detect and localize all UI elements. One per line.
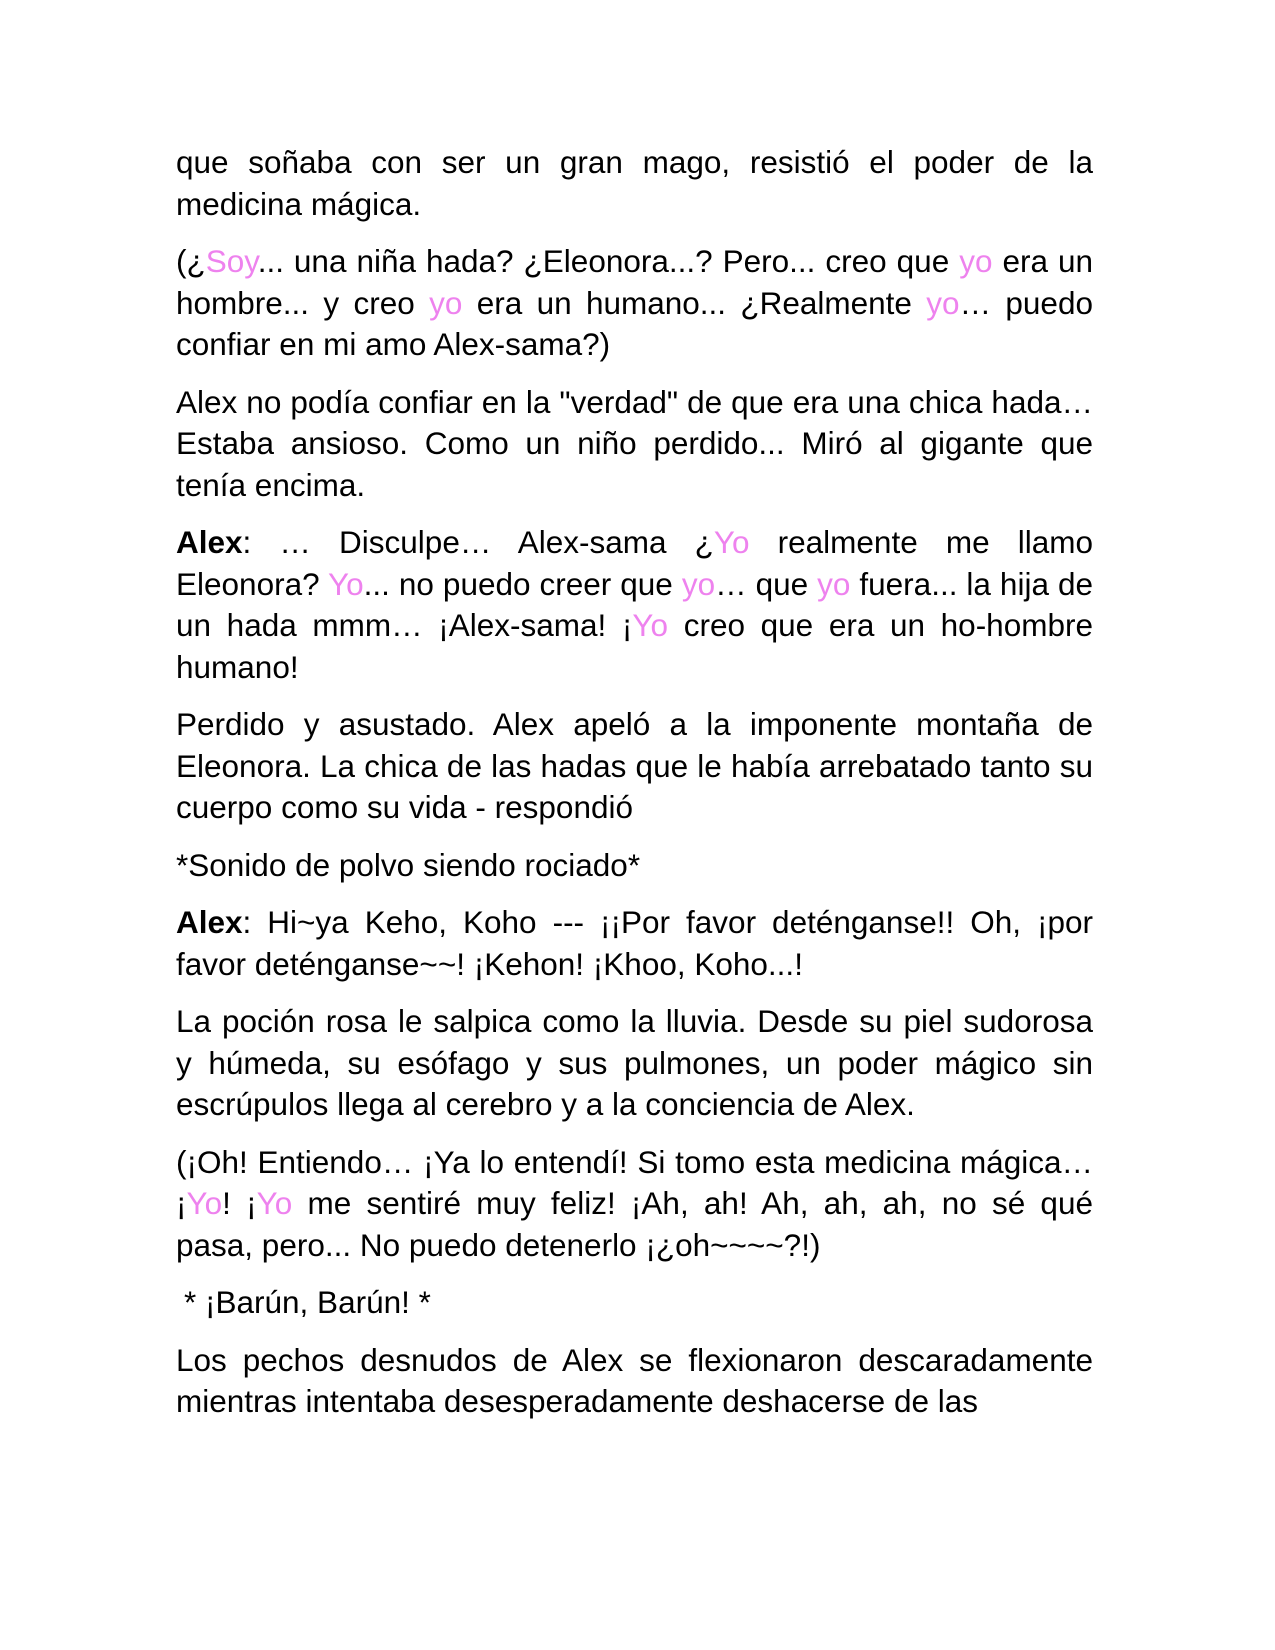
paragraph <box>176 382 1093 507</box>
text-run: : Hi~ya Keho, Koho --- ¡¡Por favor deténganse!! Oh, ¡por favor deténganse~~! ¡Kehon! ¡Khoo, Koho...! <box>176 904 1093 982</box>
highlighted-pronoun: Soy <box>205 243 258 279</box>
paragraph <box>176 704 1093 829</box>
text-run: (¡Oh! Entiendo… ¡Ya lo entendí! Si tomo esta medicina mágica… ¡ <box>176 1143 1093 1221</box>
highlighted-pronoun: yo <box>926 284 960 321</box>
highlighted-pronoun: yo <box>681 565 716 602</box>
highlighted-pronoun: yo <box>429 284 463 321</box>
highlighted-pronoun: yo <box>817 565 851 602</box>
text-run: (¿ <box>176 243 206 279</box>
speaker-name: Alex <box>176 524 243 560</box>
text-run: ! ¡ <box>222 1185 257 1221</box>
paragraph <box>176 1282 1093 1324</box>
text-run: era un humano... ¿Realmente <box>462 284 927 321</box>
highlighted-pronoun: Yo <box>256 1185 293 1221</box>
text-run: realmente me llamo Eleonora? <box>176 524 1093 602</box>
paragraph <box>176 845 1093 887</box>
highlighted-pronoun: Yo <box>328 565 364 602</box>
text-run: ... no puedo creer que <box>363 565 682 602</box>
text-run: : … Disculpe… Alex-sama ¿ <box>242 524 714 560</box>
speaker-name: Alex <box>176 904 243 940</box>
paragraph <box>176 241 1093 366</box>
text-run: La poción rosa le salpica como la lluvia. Desde su piel sudorosa y húmeda, su esófago y sus pulmones, un poder mágico sin escrúpulos llega al cerebro y a la conciencia de Alex. <box>176 1003 1093 1122</box>
text-run: … puedo confiar en mi amo Alex-sama?) <box>176 284 1093 362</box>
text-run: que soñaba con ser un gran mago, resistió el poder de la medicina mágica. <box>176 144 1093 222</box>
highlighted-pronoun: yo <box>959 243 993 279</box>
paragraph <box>176 1340 1093 1423</box>
text-run: Perdido y asustado. Alex apeló a la imponente montaña de Eleonora. La chica de las hadas que le había arrebatado tanto su cuerpo como su vida - respondió <box>176 706 1093 825</box>
paragraph <box>176 522 1093 688</box>
highlighted-pronoun: Yo <box>713 524 750 560</box>
paragraph <box>176 1001 1093 1126</box>
paragraph <box>176 1142 1093 1267</box>
text-run: Los pechos desnudos de Alex se flexionaron descaradamente mientras intentaba desesperadamente deshacerse de las <box>176 1341 1093 1419</box>
text-run: fuera... la hija de un hada mmm… ¡Alex-sama! ¡ <box>176 565 1093 643</box>
text-run: me sentiré muy feliz! ¡Ah, ah! Ah, ah, ah, no sé qué pasa, pero... No puedo detenerlo ¡¿oh~~~~?!) <box>176 1185 1093 1263</box>
text-run: Alex no podía confiar en la "verdad" de que era una chica hada… Estaba ansioso. Como un niño perdido... Miró al gigante que tenía encima. <box>176 383 1093 503</box>
text-run: … que <box>715 565 818 602</box>
highlighted-pronoun: Yo <box>186 1185 223 1221</box>
paragraph <box>176 142 1093 225</box>
paragraph <box>176 902 1093 985</box>
document-page <box>176 142 1093 1439</box>
highlighted-pronoun: Yo <box>632 607 669 643</box>
text-run: era un hombre... y creo <box>176 243 1093 321</box>
text-run: * ¡Barún, Barún! * <box>184 1284 431 1320</box>
text-run: ... una niña hada? ¿Eleonora...? Pero... creo que <box>257 243 960 279</box>
text-run: *Sonido de polvo siendo rociado* <box>176 846 641 883</box>
text-run: creo que era un ho-hombre humano! <box>176 607 1093 685</box>
